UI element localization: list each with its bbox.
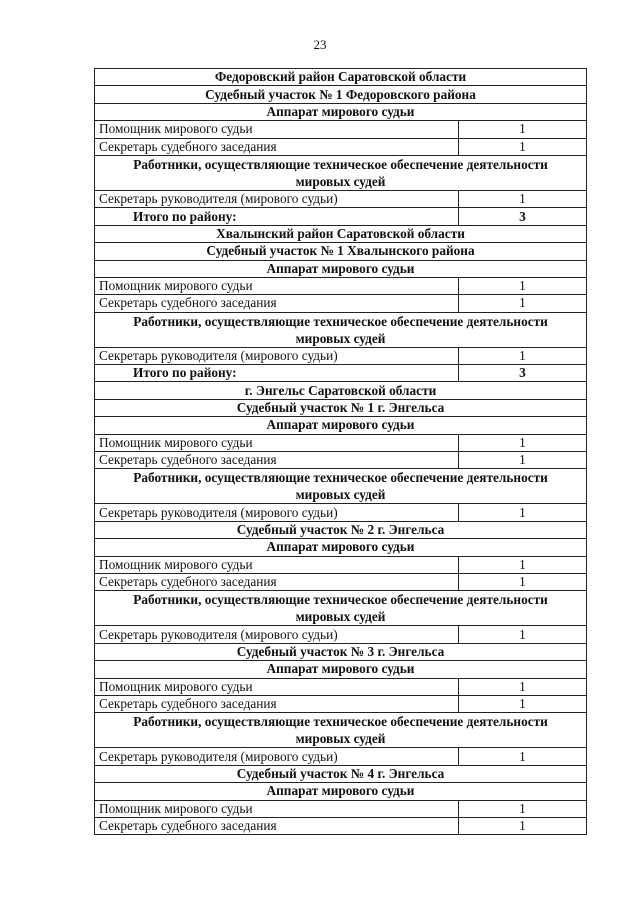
section-heading-row <box>95 382 587 399</box>
position-label: Помощник мирового судьи <box>95 434 459 451</box>
section-heading-row <box>95 103 587 120</box>
total-value: 3 <box>459 208 587 225</box>
position-row <box>95 121 587 138</box>
position-count: 1 <box>459 121 587 138</box>
section-heading: Судебный участок № 1 Хвалынского района <box>95 243 587 260</box>
section-heading: Работники, осуществляющие техническое обеспечение деятельности мировых судей <box>95 591 587 626</box>
position-row <box>95 678 587 695</box>
position-row <box>95 277 587 294</box>
section-heading: Федоровский район Саратовской области <box>95 69 587 86</box>
position-label: Секретарь судебного заседания <box>95 295 459 312</box>
position-row <box>95 452 587 469</box>
position-row <box>95 138 587 155</box>
section-heading: Аппарат мирового судьи <box>95 417 587 434</box>
position-label: Секретарь судебного заседания <box>95 573 459 590</box>
position-count: 1 <box>459 347 587 364</box>
section-heading: Работники, осуществляющие техническое обеспечение деятельности мировых судей <box>95 155 587 190</box>
section-heading: Аппарат мирового судьи <box>95 783 587 800</box>
section-heading-row <box>95 155 587 190</box>
section-heading-row <box>95 765 587 782</box>
position-row <box>95 695 587 712</box>
position-row <box>95 573 587 590</box>
section-heading: Судебный участок № 4 г. Энгельса <box>95 765 587 782</box>
position-label: Секретарь руководителя (мирового судьи) <box>95 626 459 643</box>
section-heading: Работники, осуществляющие техническое обеспечение деятельности мировых судей <box>95 713 587 748</box>
section-heading: Хвалынский район Саратовской области <box>95 225 587 242</box>
position-label: Секретарь руководителя (мирового судьи) <box>95 504 459 521</box>
section-heading-row <box>95 399 587 416</box>
section-heading-row <box>95 312 587 347</box>
position-label: Помощник мирового судьи <box>95 277 459 294</box>
section-heading: г. Энгельс Саратовской области <box>95 382 587 399</box>
section-heading-row <box>95 521 587 538</box>
position-count: 1 <box>459 573 587 590</box>
position-count: 1 <box>459 695 587 712</box>
position-row <box>95 817 587 834</box>
section-heading-row <box>95 469 587 504</box>
position-row <box>95 748 587 765</box>
position-count: 1 <box>459 190 587 207</box>
position-count: 1 <box>459 434 587 451</box>
position-label: Секретарь судебного заседания <box>95 817 459 834</box>
section-heading-row <box>95 225 587 242</box>
position-label: Секретарь руководителя (мирового судьи) <box>95 748 459 765</box>
total-label: Итого по району: <box>95 208 459 225</box>
position-label: Секретарь судебного заседания <box>95 695 459 712</box>
position-count: 1 <box>459 800 587 817</box>
section-heading: Работники, осуществляющие техническое обеспечение деятельности мировых судей <box>95 469 587 504</box>
position-count: 1 <box>459 138 587 155</box>
section-heading: Аппарат мирового судьи <box>95 661 587 678</box>
section-heading: Судебный участок № 2 г. Энгельса <box>95 521 587 538</box>
section-heading: Судебный участок № 3 г. Энгельса <box>95 643 587 660</box>
section-heading-row <box>95 783 587 800</box>
district-total-row <box>95 208 587 225</box>
section-heading: Аппарат мирового судьи <box>95 103 587 120</box>
position-count: 1 <box>459 277 587 294</box>
section-heading: Работники, осуществляющие техническое обеспечение деятельности мировых судей <box>95 312 587 347</box>
section-heading: Аппарат мирового судьи <box>95 539 587 556</box>
section-heading-row <box>95 661 587 678</box>
position-count: 1 <box>459 504 587 521</box>
section-heading-row <box>95 69 587 86</box>
position-count: 1 <box>459 626 587 643</box>
position-label: Помощник мирового судьи <box>95 678 459 695</box>
position-row <box>95 800 587 817</box>
section-heading-row <box>95 643 587 660</box>
section-heading-row <box>95 86 587 103</box>
position-label: Секретарь судебного заседания <box>95 138 459 155</box>
position-count: 1 <box>459 817 587 834</box>
section-heading-row <box>95 417 587 434</box>
section-heading: Судебный участок № 1 г. Энгельса <box>95 399 587 416</box>
position-count: 1 <box>459 452 587 469</box>
position-label: Секретарь судебного заседания <box>95 452 459 469</box>
staffing-table-body <box>95 69 587 835</box>
position-count: 1 <box>459 748 587 765</box>
position-label: Помощник мирового судьи <box>95 800 459 817</box>
position-row <box>95 434 587 451</box>
position-count: 1 <box>459 678 587 695</box>
section-heading-row <box>95 713 587 748</box>
position-label: Секретарь руководителя (мирового судьи) <box>95 190 459 207</box>
position-count: 1 <box>459 295 587 312</box>
district-total-row <box>95 365 587 382</box>
position-row <box>95 504 587 521</box>
section-heading-row <box>95 243 587 260</box>
section-heading: Судебный участок № 1 Федоровского района <box>95 86 587 103</box>
page-number: 23 <box>313 37 327 52</box>
position-row <box>95 190 587 207</box>
position-row <box>95 556 587 573</box>
section-heading-row <box>95 260 587 277</box>
total-label: Итого по району: <box>95 365 459 382</box>
position-count: 1 <box>459 556 587 573</box>
position-label: Секретарь руководителя (мирового судьи) <box>95 347 459 364</box>
position-row <box>95 347 587 364</box>
position-label: Помощник мирового судьи <box>95 121 459 138</box>
position-label: Помощник мирового судьи <box>95 556 459 573</box>
position-row <box>95 626 587 643</box>
total-value: 3 <box>459 365 587 382</box>
section-heading: Аппарат мирового судьи <box>95 260 587 277</box>
position-row <box>95 295 587 312</box>
section-heading-row <box>95 539 587 556</box>
section-heading-row <box>95 591 587 626</box>
staffing-table <box>94 68 587 835</box>
